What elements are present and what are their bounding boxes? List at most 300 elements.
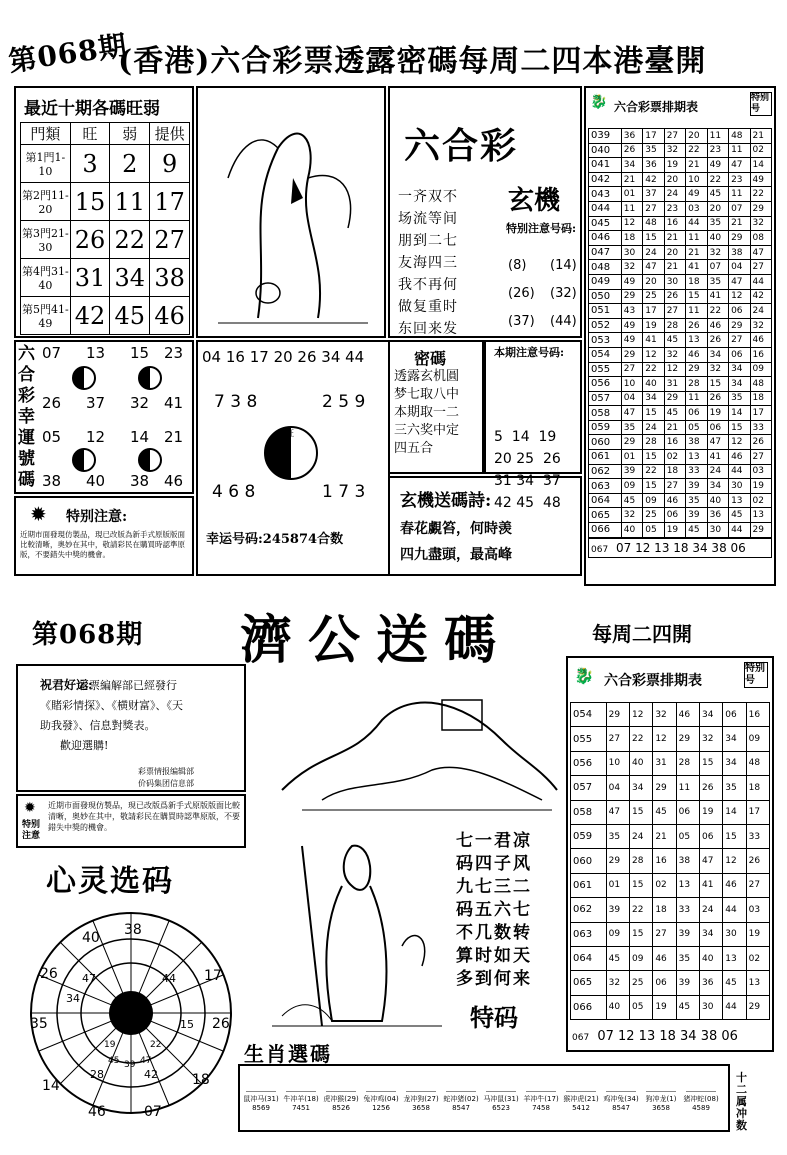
draw-number: 24 (643, 245, 664, 260)
draw-number: 19 (746, 922, 769, 946)
draw-number: 49 (621, 274, 642, 289)
draw-number: 48 (729, 129, 750, 144)
draw-number: 18 (653, 898, 676, 922)
draw-issue: 062 (589, 464, 622, 479)
draw-row (589, 201, 772, 216)
stats-row: 第4門31-40 31 34 38 (21, 259, 190, 297)
draw-number: 39 (686, 508, 707, 523)
draw-number: 45 (707, 187, 728, 202)
draw-number: 31 (664, 377, 685, 392)
draw-number: 16 (664, 216, 685, 231)
draw-number: 26 (686, 318, 707, 333)
draw-number: 16 (750, 347, 771, 362)
draw-number: 21 (750, 129, 771, 144)
draw-number: 48 (643, 216, 664, 231)
draw-number: 29 (606, 849, 629, 873)
draw-number: 45 (606, 946, 629, 970)
draw-row (589, 450, 772, 465)
draw-number: 14 (723, 800, 746, 824)
draw-issue: 047 (589, 245, 622, 260)
draw-number: 44 (723, 995, 746, 1019)
draw-row (589, 435, 772, 450)
draw-number: 35 (686, 493, 707, 508)
draw-row (571, 751, 770, 775)
draw-number: 20 (643, 274, 664, 289)
draw-row (589, 143, 772, 158)
draw-number: 34 (699, 703, 722, 727)
draw-number: 46 (729, 450, 750, 465)
lucky-line: 幸运号码:245874合数 (206, 532, 344, 547)
draw-number: 13 (686, 450, 707, 465)
draw-number: 12 (664, 362, 685, 377)
draw-number: 46 (664, 493, 685, 508)
number-group: 1 7 3 (322, 482, 366, 502)
draw-number: 35 (707, 216, 728, 231)
draw-number: 13 (723, 946, 746, 970)
draw-row (571, 873, 770, 897)
draw-number: 05 (686, 420, 707, 435)
draw-number: 06 (729, 304, 750, 319)
draw-number: 27 (606, 727, 629, 751)
main-title: (香港)六合彩票透露密碼每周二四本港臺開 (118, 44, 707, 79)
draw-number: 35 (621, 420, 642, 435)
wheel-number: 44 (162, 972, 176, 985)
wheel-number: 35 (30, 1016, 48, 1032)
draw-number: 24 (643, 420, 664, 435)
special-label: 特别号 (744, 662, 768, 688)
draw-number: 32 (664, 143, 685, 158)
draw-number: 06 (686, 406, 707, 421)
draw-number: 06 (723, 703, 746, 727)
greeting-lines: 《賭彩情探》、《横财富》、《天 助我發》、信息對獎表。 歡迎選購! (40, 699, 183, 752)
landscape-illustration (262, 660, 562, 820)
draw-number: 26 (707, 391, 728, 406)
draw-issue: 051 (589, 304, 622, 319)
draw-number: 46 (707, 318, 728, 333)
draw-number: 27 (664, 129, 685, 144)
draw-table-title: 六合彩票排期表 (614, 100, 699, 114)
wheel-number: 28 (90, 1068, 104, 1081)
draw-number: 11 (686, 304, 707, 319)
draw-number: 46 (653, 946, 676, 970)
draw-number: 21 (664, 231, 685, 246)
draw-number: 47 (729, 274, 750, 289)
xuanji-poem-line: 春花覷笞，何時羡 (400, 521, 512, 537)
yinyang-icon (138, 448, 162, 472)
lucky-number: 07 (42, 344, 62, 362)
draw-issue: 066 (571, 995, 607, 1019)
stats-table (20, 122, 190, 335)
draw-number: 31 (653, 751, 676, 775)
draw-number: 16 (664, 435, 685, 450)
draw-number: 30 (699, 995, 722, 1019)
draw-number: 14 (729, 406, 750, 421)
zodiac-item: 狗冲龙(1) 3658 (642, 1072, 680, 1112)
lucky-number: 32 (130, 394, 150, 412)
draw-row (589, 523, 772, 538)
draw-number: 48 (750, 377, 771, 392)
draw-number: 30 (723, 922, 746, 946)
draw-number: 02 (750, 143, 771, 158)
draw-number: 34 (729, 377, 750, 392)
draw-number: 19 (750, 479, 771, 494)
draw-number: 19 (664, 523, 685, 538)
draw-number: 40 (699, 946, 722, 970)
jigong-tail: 特码 (470, 1003, 518, 1032)
draw-number: 15 (643, 479, 664, 494)
stats-row: 第5門41-49 42 45 46 (21, 297, 190, 335)
draw-number: 22 (643, 362, 664, 377)
draw-number: 24 (750, 304, 771, 319)
wheel-number: 42 (144, 1068, 158, 1081)
draw-number: 07 (729, 201, 750, 216)
draw-number: 45 (723, 971, 746, 995)
draw-number: 40 (621, 523, 642, 538)
draw-issue: 044 (589, 201, 622, 216)
draw-number: 44 (750, 274, 771, 289)
draw-row (589, 391, 772, 406)
draw-issue: 058 (589, 406, 622, 421)
draw-number: 26 (664, 289, 685, 304)
draw-number: 32 (664, 347, 685, 362)
draw-number: 18 (746, 776, 769, 800)
greeting-sign: 彩票情报编辑部 (138, 767, 194, 776)
draw-number: 18 (621, 231, 642, 246)
stats-header: 旺 (70, 123, 110, 145)
lucky-number: 23 (164, 344, 184, 362)
draw-number: 17 (643, 129, 664, 144)
draw-number: 03 (686, 201, 707, 216)
draw-number: 26 (621, 143, 642, 158)
draw-number: 13 (686, 333, 707, 348)
draw-number: 47 (606, 800, 629, 824)
lucky-number: 05 (42, 428, 62, 446)
special-number: (44) (550, 314, 577, 329)
draw-row (589, 318, 772, 333)
draw-number: 34 (723, 751, 746, 775)
draw-issue: 041 (589, 158, 622, 173)
draw-row (589, 158, 772, 173)
heart-title: 心灵选码 (46, 864, 174, 899)
draw-number: 30 (664, 274, 685, 289)
draw-number: 29 (686, 362, 707, 377)
draw-row (571, 971, 770, 995)
wheel-number: 26 (212, 1016, 230, 1032)
draw-number: 11 (686, 391, 707, 406)
draw-number: 08 (750, 231, 771, 246)
draw-row (589, 406, 772, 421)
draw-number: 24 (664, 187, 685, 202)
draw-number: 29 (729, 318, 750, 333)
draw-number: 06 (676, 800, 699, 824)
draw-issue: 060 (571, 849, 607, 873)
draw-number: 32 (653, 703, 676, 727)
draw-number: 22 (629, 727, 652, 751)
draw-number: 41 (686, 260, 707, 275)
draw-number: 34 (723, 727, 746, 751)
draw-number: 19 (664, 158, 685, 173)
lucky-number: 12 (86, 428, 106, 446)
draw-number: 15 (629, 873, 652, 897)
notice-panel-2 (16, 794, 246, 848)
draw-number: 11 (676, 776, 699, 800)
draw-number: 40 (606, 995, 629, 1019)
draw-row (589, 129, 772, 144)
stats-header: 提供 (150, 123, 190, 145)
wheel-number: 38 (124, 922, 142, 938)
draw-number: 45 (664, 406, 685, 421)
draw-number: 21 (621, 172, 642, 187)
draw-number: 16 (746, 703, 769, 727)
liuhe-subtitle: 玄機 (508, 186, 561, 216)
draw-number: 13 (729, 493, 750, 508)
draw-issue: 063 (571, 922, 607, 946)
draw-row (571, 922, 770, 946)
draw-issue: 060 (589, 435, 622, 450)
draw-number: 33 (686, 464, 707, 479)
draw-issue: 059 (571, 824, 607, 848)
draw-number: 05 (676, 824, 699, 848)
draw-table (570, 702, 770, 1020)
draw-issue: 050 (589, 289, 622, 304)
lucky-number: 40 (86, 472, 106, 490)
yinyang-label: 弱 (298, 441, 306, 450)
draw-issue: 053 (589, 333, 622, 348)
draw-number: 22 (707, 304, 728, 319)
draw-number: 45 (664, 333, 685, 348)
draw-number: 45 (676, 995, 699, 1019)
draw-number: 12 (643, 347, 664, 362)
greeting-panel (16, 664, 246, 792)
xuanji-poem-line: 四九盡頭，最高峰 (400, 547, 512, 563)
attention-panel (484, 340, 582, 511)
draw-number: 34 (707, 479, 728, 494)
stats-panel (14, 86, 194, 338)
number-row: 04 16 17 20 26 34 44 (202, 348, 365, 366)
draw-number: 32 (621, 260, 642, 275)
number-group: 7 3 8 (214, 392, 258, 412)
draw-issue: 048 (589, 260, 622, 275)
wheel-number: 47 (82, 972, 96, 985)
draw-number: 49 (621, 318, 642, 333)
draw-number: 15 (643, 450, 664, 465)
draw-row (589, 464, 772, 479)
zodiac-item: 牛冲羊(18) 7451 (282, 1072, 320, 1112)
special-number: (8) (508, 258, 527, 273)
draw-number: 32 (707, 362, 728, 377)
jigong-figure (262, 826, 452, 1036)
draw-number: 15 (629, 800, 652, 824)
draw-number: 38 (676, 849, 699, 873)
draw-number: 15 (699, 751, 722, 775)
draw-number: 01 (621, 450, 642, 465)
draw-number: 33 (676, 898, 699, 922)
draw-number: 22 (707, 172, 728, 187)
draw-issue: 056 (571, 751, 607, 775)
wheel-number: 46 (88, 1104, 106, 1120)
draw-number: 49 (707, 158, 728, 173)
draw-issue: 056 (589, 377, 622, 392)
zodiac-item: 猴冲虎(21) 5412 (562, 1072, 600, 1112)
draw-number: 34 (643, 391, 664, 406)
draw-number: 35 (643, 143, 664, 158)
draw-number: 30 (729, 479, 750, 494)
draw-number: 46 (750, 333, 771, 348)
wheel-number: 39 (124, 1060, 136, 1070)
zodiac-item: 龙冲狗(27) 3658 (402, 1072, 440, 1112)
draw-issue: 057 (571, 776, 607, 800)
draw-number: 17 (746, 800, 769, 824)
draw-number: 48 (746, 751, 769, 775)
draw-number: 23 (707, 143, 728, 158)
draw-number: 39 (621, 464, 642, 479)
draw-number: 37 (643, 187, 664, 202)
notice-label: 特别注意 (22, 820, 41, 841)
stats-row: 第3門21-30 26 22 27 (21, 221, 190, 259)
draw-number: 04 (606, 776, 629, 800)
draw-number: 40 (643, 377, 664, 392)
draw-number: 44 (686, 216, 707, 231)
draw-number: 17 (643, 304, 664, 319)
draw-number: 04 (729, 260, 750, 275)
draw-number: 36 (621, 129, 642, 144)
draw-number: 25 (629, 971, 652, 995)
schedule-label: 每周二四開 (592, 622, 692, 646)
draw-number: 26 (699, 776, 722, 800)
star-icon: ✹ (24, 800, 36, 816)
draw-number: 41 (707, 289, 728, 304)
draw-number: 12 (729, 435, 750, 450)
draw-number: 42 (750, 289, 771, 304)
draw-issue: 066 (589, 523, 622, 538)
attention-rows: 5 14 19 20 25 26 31 34 37 42 45 48 (494, 429, 561, 511)
draw-number: 25 (643, 289, 664, 304)
draw-number: 15 (729, 420, 750, 435)
draw-number: 45 (686, 523, 707, 538)
draw-number: 26 (707, 333, 728, 348)
mima-lines: 透露玄机圓 梦七取八中 本期取一二 三六奖中定 四五合 (394, 369, 460, 456)
draw-number: 11 (707, 129, 728, 144)
zodiac-item: 猪冲蛇(08) 4589 (682, 1072, 720, 1112)
draw-issue: 045 (589, 216, 622, 231)
draw-number: 46 (686, 347, 707, 362)
stats-header: 弱 (110, 123, 150, 145)
zodiac-item: 鼠冲马(31) 8569 (242, 1072, 280, 1112)
draw-number: 35 (676, 946, 699, 970)
draw-row (589, 493, 772, 508)
draw-last-row: 067 07 12 13 18 34 38 06 (588, 538, 772, 558)
draw-table-panel-2 (566, 656, 774, 1052)
draw-number: 18 (664, 464, 685, 479)
draw-table-panel (584, 86, 776, 586)
draw-number: 10 (686, 172, 707, 187)
draw-number: 02 (664, 450, 685, 465)
draw-number: 06 (664, 508, 685, 523)
draw-number: 10 (621, 377, 642, 392)
wheel-number: 17 (204, 968, 222, 984)
special-number: (14) (550, 258, 577, 273)
draw-row (589, 508, 772, 523)
wheel-number: 47 (140, 1056, 152, 1066)
draw-number: 30 (707, 523, 728, 538)
draw-number: 36 (699, 971, 722, 995)
draw-number: 22 (686, 143, 707, 158)
draw-number: 01 (606, 873, 629, 897)
draw-number: 32 (699, 727, 722, 751)
draw-row (589, 420, 772, 435)
draw-number: 36 (707, 508, 728, 523)
draw-number: 34 (629, 776, 652, 800)
zodiac-item: 兔冲鸡(04) 1256 (362, 1072, 400, 1112)
draw-number: 09 (629, 946, 652, 970)
wheel-number: 15 (180, 1018, 194, 1031)
special-number: (32) (550, 286, 577, 301)
draw-issue: 039 (589, 129, 622, 144)
center-art-panel (196, 86, 386, 338)
draw-number: 45 (729, 508, 750, 523)
draw-number: 09 (750, 362, 771, 377)
xuanji-poem-title: 玄機送碼詩: (400, 491, 492, 511)
draw-number: 19 (643, 318, 664, 333)
draw-number: 26 (746, 849, 769, 873)
draw-issue: 061 (571, 873, 607, 897)
draw-number: 22 (629, 898, 652, 922)
draw-number: 13 (750, 508, 771, 523)
draw-number: 26 (750, 435, 771, 450)
tree-illustration (198, 88, 384, 336)
wheel-number: 45 (108, 1056, 120, 1066)
draw-number: 27 (664, 304, 685, 319)
draw-number: 24 (629, 824, 652, 848)
draw-issue: 049 (589, 274, 622, 289)
attention-title: 本期注意号码: (494, 346, 565, 359)
draw-number: 34 (621, 158, 642, 173)
zodiac-item: 鸡冲兔(34) 8547 (602, 1072, 640, 1112)
wheel-number: 07 (144, 1104, 162, 1120)
draw-number: 29 (750, 523, 771, 538)
draw-number: 20 (664, 172, 685, 187)
draw-number: 32 (750, 216, 771, 231)
draw-issue: 052 (589, 318, 622, 333)
draw-number: 32 (707, 245, 728, 260)
special-number: (37) (508, 314, 535, 329)
draw-row (571, 995, 770, 1019)
draw-issue: 062 (571, 898, 607, 922)
star-icon: ✹ (30, 502, 47, 526)
notice-title: 特别注意: (66, 509, 128, 525)
draw-number: 12 (653, 727, 676, 751)
draw-number: 27 (746, 873, 769, 897)
draw-row (571, 800, 770, 824)
draw-number: 32 (606, 971, 629, 995)
draw-row (571, 824, 770, 848)
draw-number: 04 (621, 391, 642, 406)
draw-issue: 064 (571, 946, 607, 970)
draw-number: 05 (643, 523, 664, 538)
draw-number: 29 (729, 231, 750, 246)
draw-number: 09 (606, 922, 629, 946)
draw-number: 15 (643, 231, 664, 246)
draw-row (589, 187, 772, 202)
lucky-number: 38 (42, 472, 62, 490)
draw-table (588, 128, 772, 538)
draw-row (589, 274, 772, 289)
draw-number: 44 (723, 898, 746, 922)
draw-number: 21 (729, 216, 750, 231)
draw-number: 41 (699, 873, 722, 897)
greeting-sign: 价码集团信息部 (138, 779, 194, 788)
draw-number: 27 (750, 450, 771, 465)
